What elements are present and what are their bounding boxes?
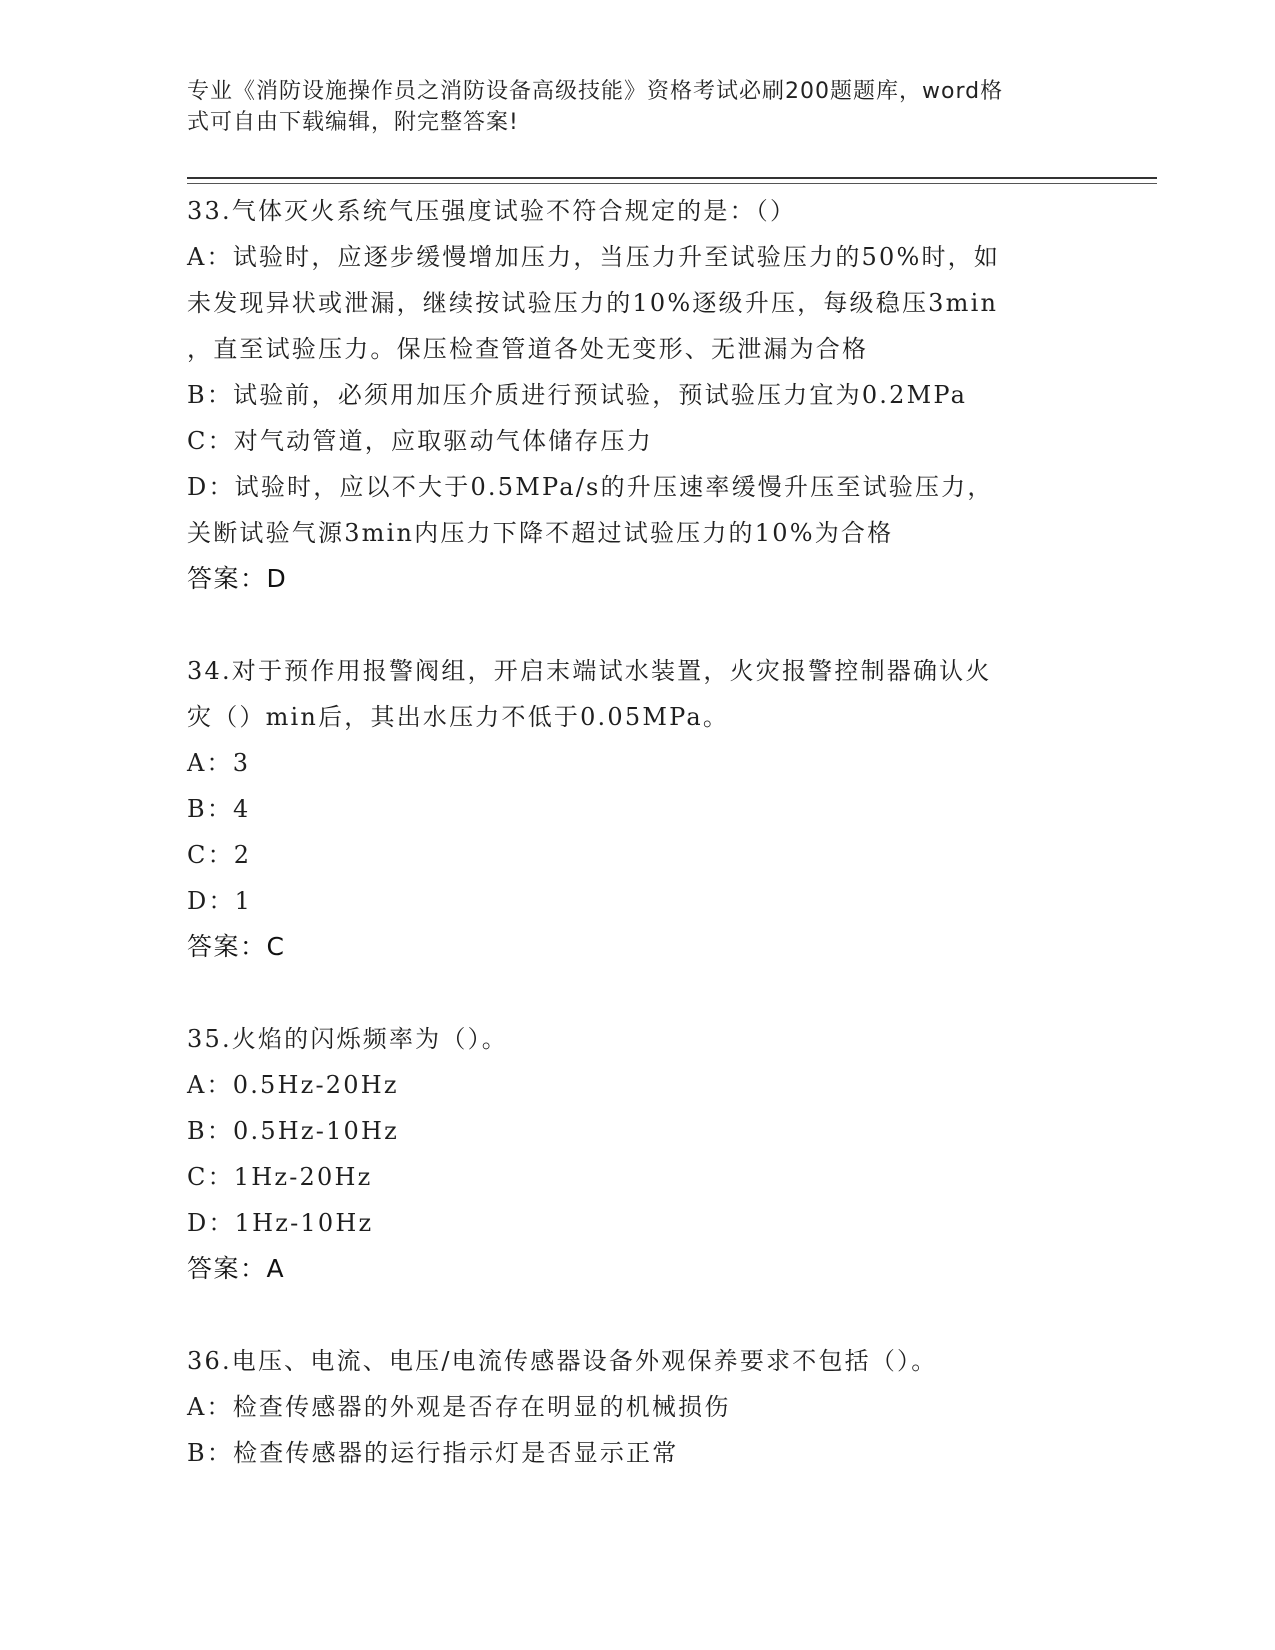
header-divider-thin [187, 183, 1157, 184]
header-line-1: 专业《消防设施操作员之消防设备高级技能》资格考试必刷200题题库，word格 [187, 79, 1004, 104]
option-line: 关断试验气源3min内压力下降不超过试验压力的10%为合格 [187, 519, 894, 547]
option-line: ，直至试验压力。保压检查管道各处无变形、无泄漏为合格 [187, 335, 869, 363]
option-line: A：3 [187, 749, 251, 777]
option-line: A：检查传感器的外观是否存在明显的机械损伤 [187, 1393, 731, 1421]
document-page [187, 0, 1157, 1650]
option-line: D：试验时，应以不大于0.5MPa/s的升压速率缓慢升压至试验压力， [187, 473, 994, 501]
option-line: A：试验时，应逐步缓慢增加压力，当压力升至试验压力的50%时，如 [187, 243, 1001, 271]
answer-label: 答案：D [187, 564, 288, 593]
header-divider-thick [187, 177, 1157, 179]
option-line: D：1Hz-10Hz [187, 1209, 374, 1237]
answer-label: 答案：A [187, 1254, 286, 1283]
answer-label: 答案：C [187, 932, 286, 961]
question-35 [187, 1016, 1087, 1292]
question-stem: 33.气体灭火系统气压强度试验不符合规定的是：（） [187, 197, 797, 225]
option-line: B：0.5Hz-10Hz [187, 1117, 400, 1145]
question-34 [187, 648, 1087, 970]
option-line: B：4 [187, 795, 251, 823]
question-36 [187, 1338, 1087, 1476]
document-header [187, 76, 1087, 138]
option-line: C：对气动管道，应取驱动气体储存压力 [187, 427, 653, 455]
option-line: A：0.5Hz-20Hz [187, 1071, 399, 1099]
question-list [187, 188, 1087, 1522]
option-line: B：检查传感器的运行指示灯是否显示正常 [187, 1439, 679, 1467]
question-33 [187, 188, 1087, 602]
option-line: D：1 [187, 887, 253, 915]
option-line: 未发现异状或泄漏，继续按试验压力的10%逐级升压，每级稳压3min [187, 289, 999, 317]
option-line: C：2 [187, 841, 252, 869]
question-stem: 36.电压、电流、电压/电流传感器设备外观保养要求不包括（）。 [187, 1347, 938, 1375]
option-line: C：1Hz-20Hz [187, 1163, 373, 1191]
question-stem: 35.火焰的闪烁频率为（）。 [187, 1025, 508, 1053]
option-line: B：试验前，必须用加压介质进行预试验，预试验压力宜为0.2MPa [187, 381, 968, 409]
header-line-2: 式可自由下载编辑，附完整答案! [187, 110, 519, 135]
question-stem: 灾（）min后，其出水压力不低于0.05MPa。 [187, 703, 730, 731]
question-stem: 34.对于预作用报警阀组，开启末端试水装置，火灾报警控制器确认火 [187, 657, 992, 685]
